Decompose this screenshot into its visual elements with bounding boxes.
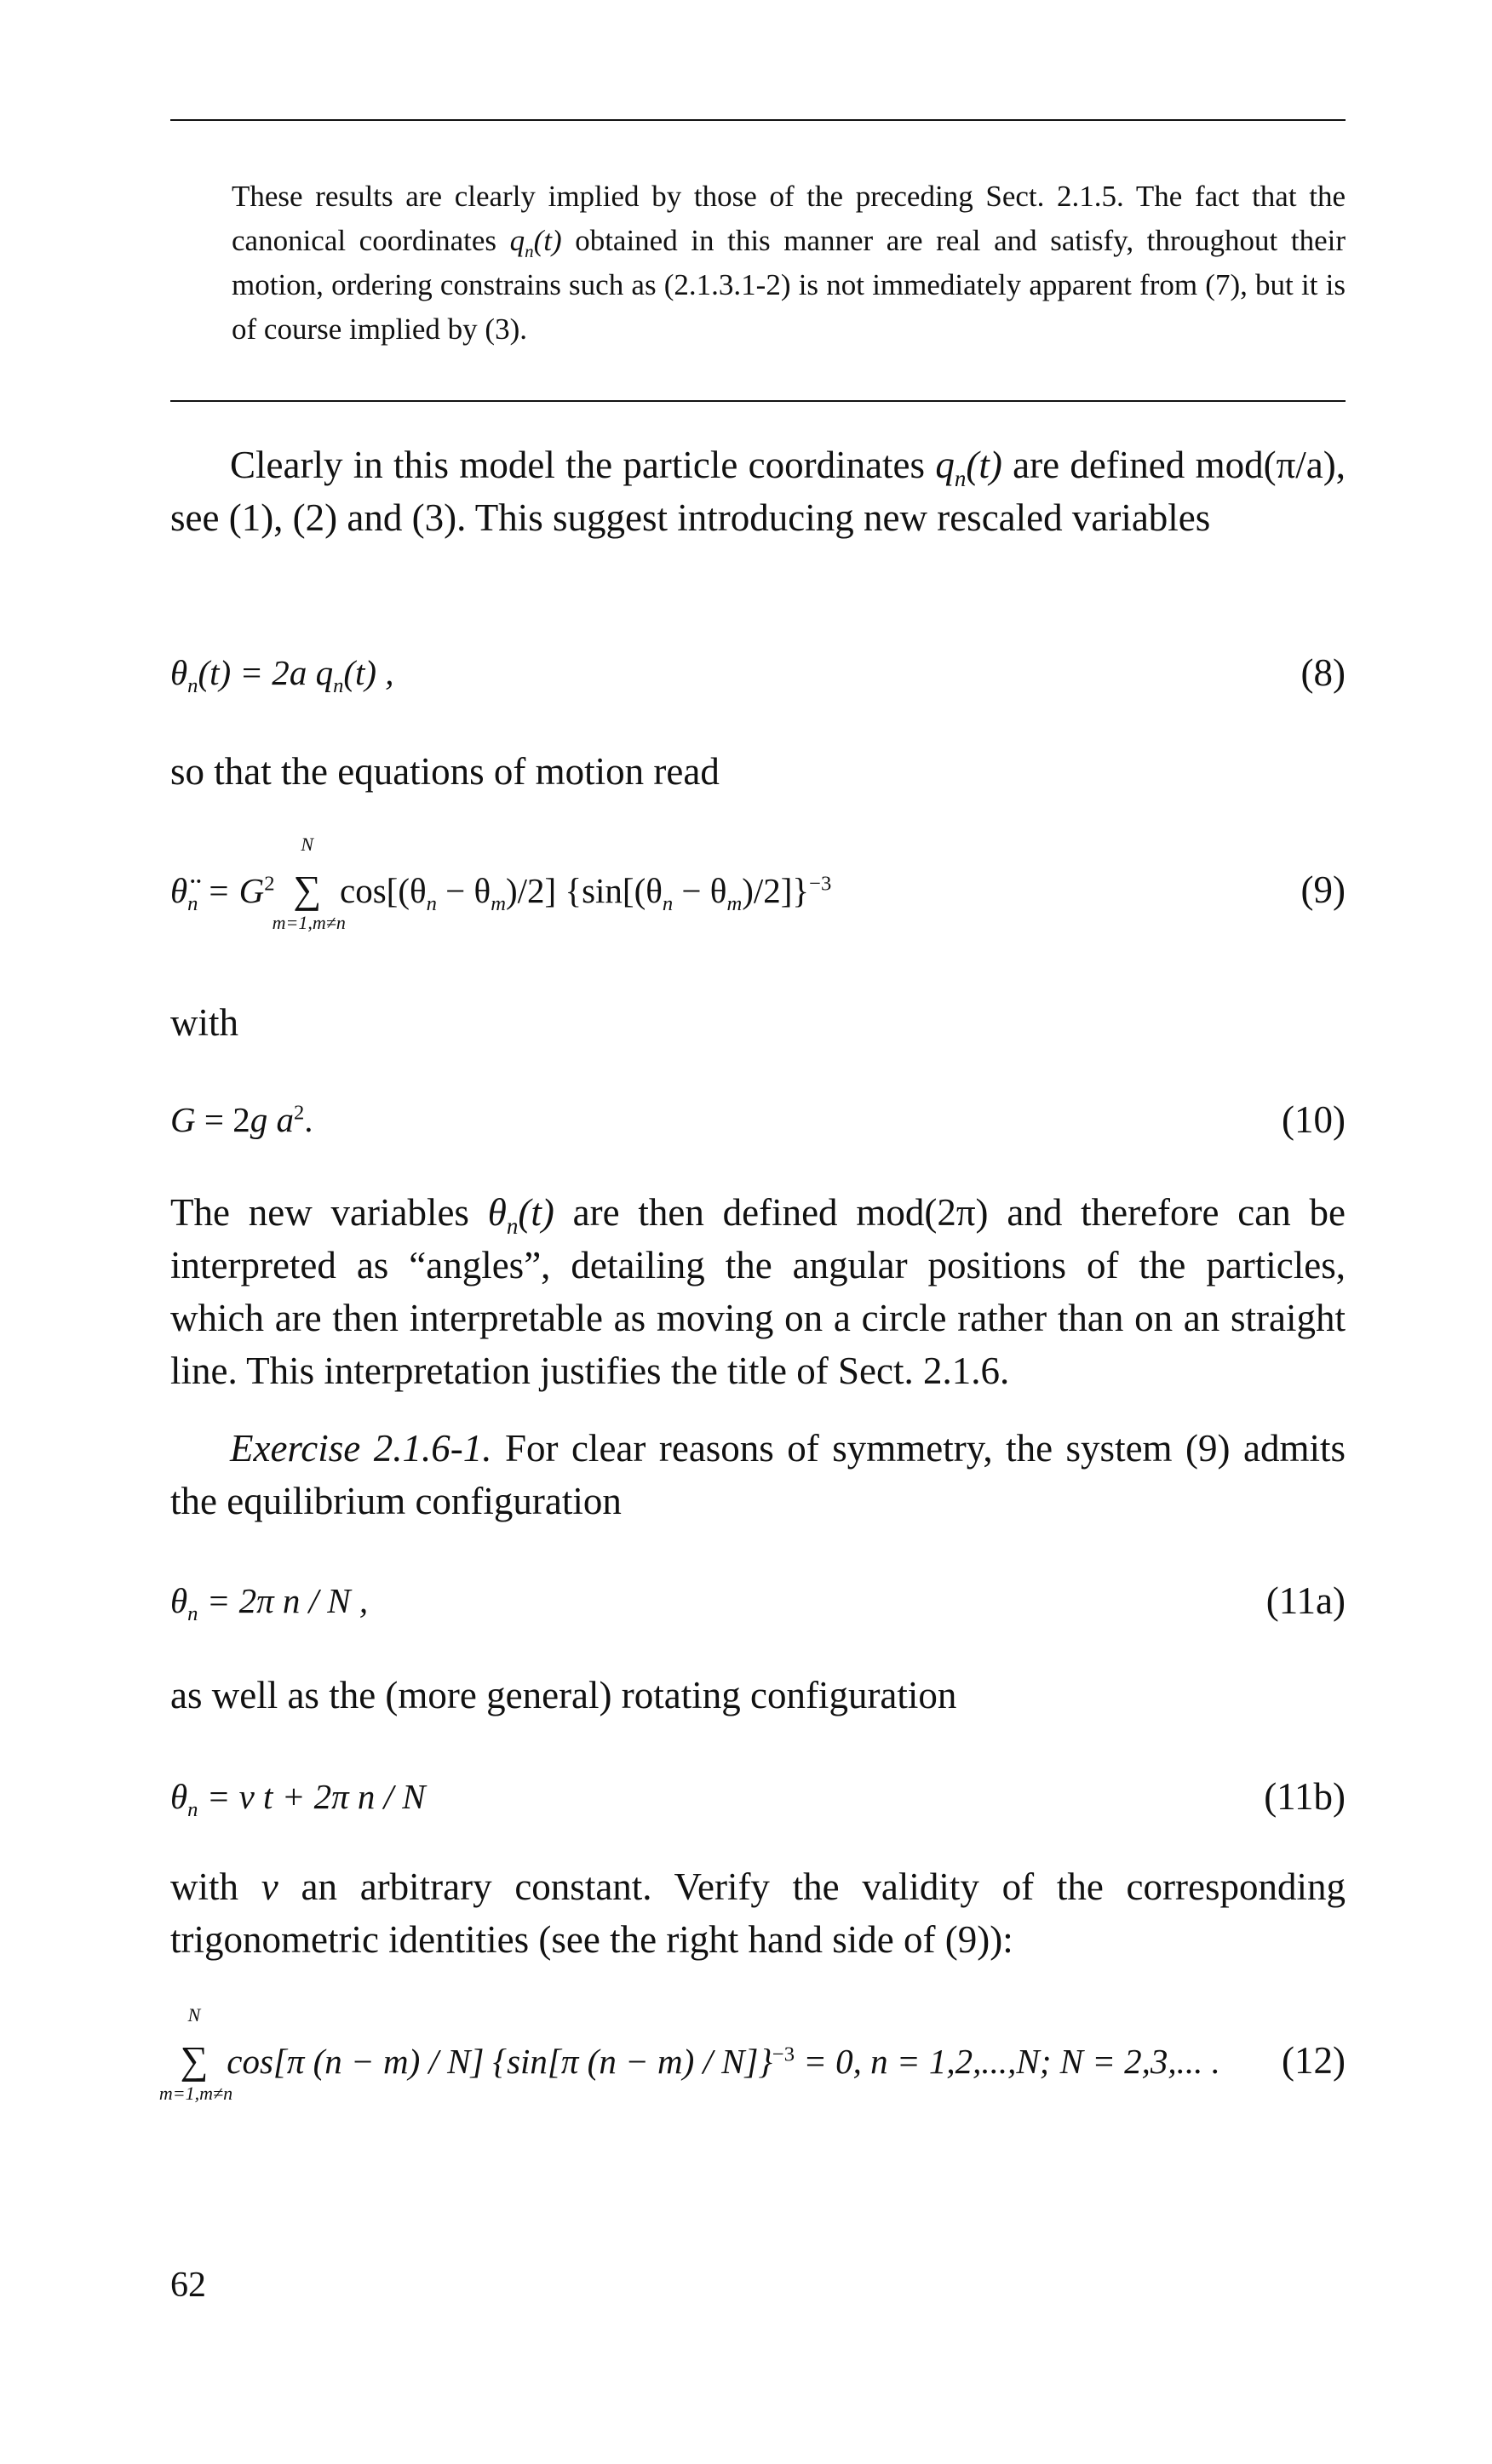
eq8-q-sub: n — [333, 674, 344, 698]
eq12-sum-upper: N — [187, 2004, 201, 2026]
para1-text-1: Clearly in this model the particle coordinates — [230, 444, 936, 486]
para4-var-theta: θ — [487, 1191, 507, 1234]
eq9-g-power: 2 — [264, 872, 275, 896]
eq9-sub-n: n — [426, 892, 437, 916]
para7-text-2: an arbitrary constant. Verify the validity of the corresponding trigonometric identities (see the right hand side of (9)): — [170, 1865, 1346, 1961]
equation-10-body — [170, 1094, 313, 1145]
footnote-block — [232, 175, 1346, 352]
eq8-q: q — [315, 653, 334, 692]
eq9-tail: )/2]} — [742, 871, 810, 910]
equation-10-number: (10) — [1282, 1098, 1346, 1141]
eq10-a: a — [276, 1100, 294, 1139]
note-text-2: obtained in this manner are real and satisfy, throughout their motion, ordering constrains such as (2.1.3.1-2) is not immediately apparent from (7), but it is of course implied by (3). — [232, 224, 1346, 346]
eq8-theta: θ — [170, 653, 188, 692]
eq10-power: 2 — [293, 1101, 305, 1125]
eq9-minus: − θ — [436, 871, 491, 910]
equation-12-body — [158, 2004, 1220, 2104]
para7-var-v: v — [261, 1865, 278, 1908]
eq12-sum-lower: m=1,m≠n — [158, 2083, 233, 2104]
eq8-lhs-arg: (t) = 2 — [198, 653, 290, 692]
eq12-summation — [158, 2004, 233, 2104]
eq11a-theta-sub: n — [187, 1602, 198, 1626]
eq9-sub-n2: n — [662, 892, 674, 916]
para4-arg: (t) — [518, 1191, 554, 1234]
equation-10 — [170, 1094, 1346, 1145]
mid-rule — [170, 400, 1346, 402]
eq12-tail: = 0, n = 1,2,...,N; N = 2,3,... . — [795, 2042, 1220, 2081]
eq12-power: −3 — [772, 2043, 795, 2066]
equation-11b-body — [170, 1771, 426, 1822]
para4-sub-n: n — [506, 1213, 519, 1239]
eq12-sum-symbol: ∑ — [180, 2038, 209, 2082]
para7-text-1: with — [170, 1865, 261, 1908]
eq11b-rhs: = v t + 2π n / N — [198, 1777, 426, 1816]
equation-8-body — [170, 647, 394, 698]
eq8-a: a — [289, 653, 307, 692]
equation-11b-number: (11b) — [1264, 1775, 1346, 1818]
paragraph-6: as well as the (more general) rotating configuration — [170, 1674, 957, 1716]
para1-text-2: are defined — [1001, 444, 1196, 486]
para4-mod: mod(2π) — [856, 1191, 989, 1234]
eq10-end: . — [304, 1100, 313, 1139]
para1-var-q: q — [935, 444, 955, 486]
eq9-g: = G — [198, 871, 265, 910]
note-arg: (t) — [533, 224, 562, 257]
equation-8-number: (8) — [1300, 651, 1346, 694]
equation-12 — [158, 2004, 1346, 2104]
eq11a-rhs: = 2π n / N , — [198, 1581, 369, 1620]
equation-8 — [170, 647, 1346, 698]
para1-mod: mod(π/a) — [1195, 444, 1336, 486]
para1-text-3: , see (1), (2) and (3). This suggest introducing new rescaled variables — [170, 444, 1346, 539]
equation-11a — [170, 1575, 1346, 1626]
eq10-rhs: = 2 — [195, 1100, 250, 1139]
eq9-sum-upper: N — [301, 834, 314, 855]
equation-11b — [170, 1771, 1346, 1822]
eq9-mid: )/2] {sin[(θ — [505, 871, 663, 910]
eq9-sum-symbol: ∑ — [293, 868, 322, 911]
equation-9-body — [170, 834, 832, 933]
eq9-body: cos[(θ — [340, 871, 427, 910]
equation-11a-number: (11a) — [1265, 1579, 1346, 1622]
eq8-theta-sub: n — [187, 674, 198, 698]
para1-arg: (t) — [966, 444, 1002, 486]
paragraph-3: with — [170, 1001, 239, 1044]
paragraph-1 — [170, 438, 1346, 544]
para5-text: For clear reasons of symmetry, the system (9) admits the equilibrium configuration — [170, 1427, 1346, 1522]
paragraph-5 — [170, 1422, 1346, 1527]
eq11b-theta-sub: n — [187, 1798, 198, 1822]
equation-9 — [170, 834, 1346, 933]
eq9-sub-m2: m — [726, 892, 743, 916]
eq11a-theta: θ — [170, 1581, 188, 1620]
eq9-minus2: − θ — [673, 871, 727, 910]
eq10-lhs: G — [170, 1100, 196, 1139]
eq12-body: cos[π (n − m) / N] {sin[π (n − m) / N]} — [227, 2042, 772, 2081]
para4-text-1: The new variables — [170, 1191, 488, 1234]
note-var-q: q — [509, 224, 525, 257]
para4-text-3: and therefore can be interpreted as “angles”, detailing the angular positions of the particles, which are then interpretable as moving on a circle rather than on an straight line. This interpretation justifies the title of Sect. 2.1.6. — [170, 1191, 1346, 1392]
para1-sub-n: n — [954, 466, 967, 491]
eq11b-theta: θ — [170, 1777, 188, 1816]
page-number: 62 — [170, 2266, 206, 2305]
para4-text-2: are then defined — [554, 1191, 857, 1234]
eq9-power: −3 — [809, 872, 832, 896]
eq9-sum-lower: m=1,m≠n — [272, 912, 346, 933]
exercise-heading: Exercise 2.1.6-1. — [230, 1427, 492, 1470]
eq10-g: g — [250, 1100, 268, 1139]
note-text-1: These results are clearly implied by those of the preceding Sect. 2.1.5. The fact that the canonical coordinates — [232, 180, 1346, 257]
note-sub-n: n — [525, 241, 534, 261]
paragraph-2: so that the equations of motion read — [170, 750, 720, 793]
paragraph-7 — [170, 1860, 1346, 1966]
equation-11a-body — [170, 1575, 368, 1626]
eq9-summation — [272, 834, 346, 933]
eq9-theta-sub: n — [187, 892, 198, 916]
paragraph-4 — [170, 1186, 1346, 1397]
eq9-sub-m: m — [491, 892, 506, 916]
eq9-theta-ddot: θ̈ — [170, 871, 188, 910]
equation-9-number: (9) — [1300, 868, 1346, 911]
equation-12-number: (12) — [1282, 2039, 1346, 2082]
top-rule — [170, 119, 1346, 121]
eq8-q-arg: (t) , — [343, 653, 394, 692]
